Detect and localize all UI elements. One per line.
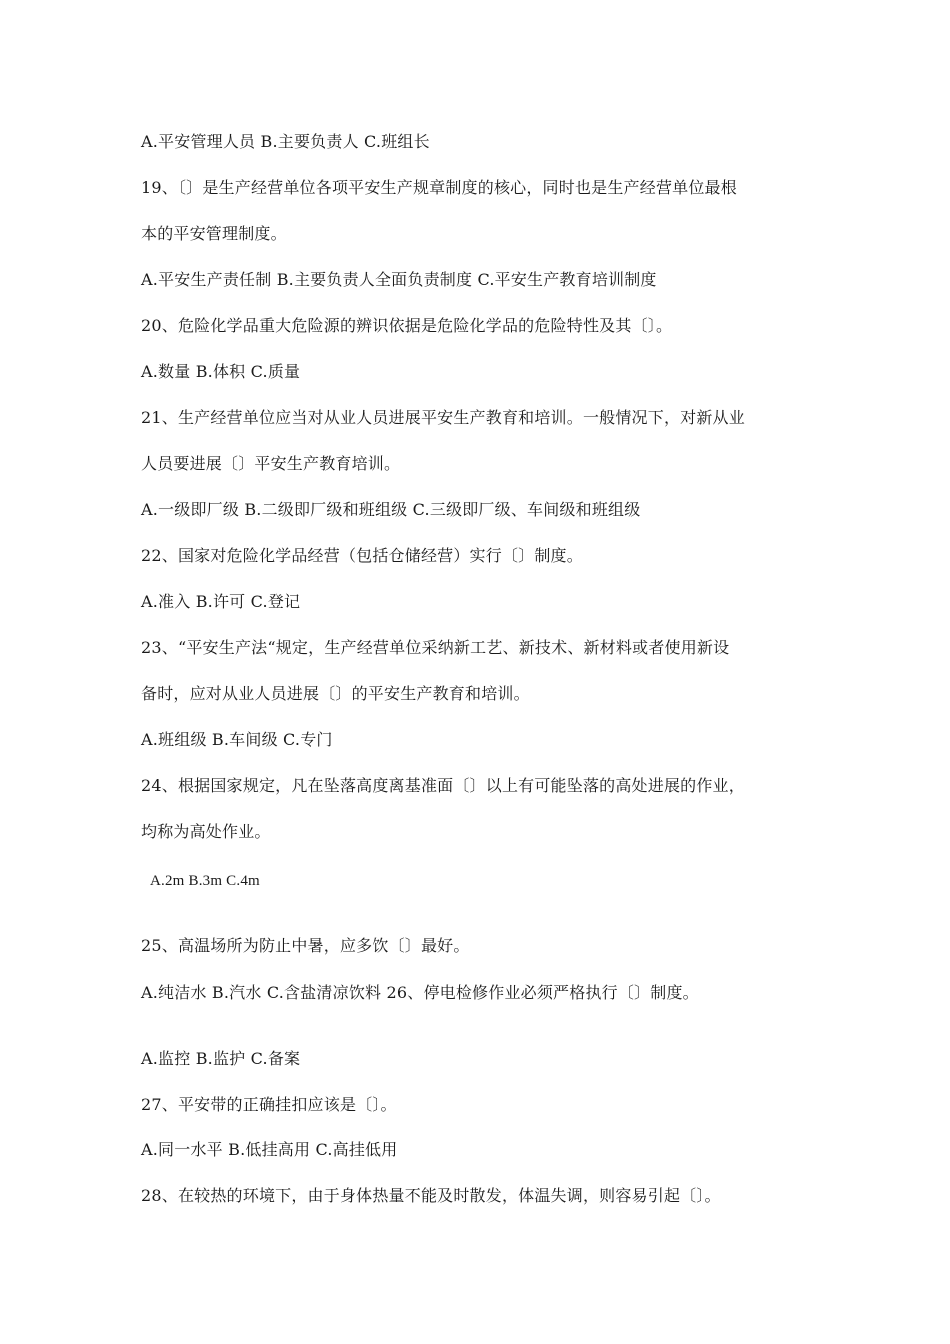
question-23-line-1: 23、“平安生产法“规定，生产经营单位采纳新工艺、新技术、新材料或者使用新设 xyxy=(141,638,730,657)
answer-options-27: A.同一水平 B.低挂高用 C.高挂低用 xyxy=(141,1140,398,1159)
question-20: 20、危险化学品重大危险源的辨识依据是危险化学品的危险特性及其〔〕。 xyxy=(141,316,673,335)
answer-options-23: A.班组级 B.车间级 C.专门 xyxy=(141,730,333,749)
question-21-line-2: 人员要进展〔〕平安生产教育培训。 xyxy=(141,454,401,473)
question-22: 22、国家对危险化学品经营（包括仓储经营）实行〔〕制度。 xyxy=(141,546,583,565)
question-21-line-1: 21、生产经营单位应当对从业人员进展平安生产教育和培训。一般情况下，对新从业 xyxy=(141,408,745,427)
question-27: 27、平安带的正确挂扣应该是〔〕。 xyxy=(141,1095,397,1114)
answer-options-26: A.监控 B.监护 C.备案 xyxy=(141,1049,301,1068)
question-23-line-2: 备时，应对从业人员进展〔〕的平安生产教育和培训。 xyxy=(141,684,530,703)
question-19-line-1: 19、〔〕是生产经营单位各项平安生产规章制度的核心，同时也是生产经营单位最根 xyxy=(141,178,737,197)
answer-options-18: A.平安管理人员 B.主要负责人 C.班组长 xyxy=(141,132,430,151)
answer-options-24: A.2m B.3m C.4m xyxy=(150,873,260,889)
question-25: 25、高温场所为防止中暑，应多饮〔〕最好。 xyxy=(141,936,470,955)
answer-options-22: A.准入 B.许可 C.登记 xyxy=(141,592,301,611)
question-28: 28、在较热的环境下，由于身体热量不能及时散发，体温失调，则容易引起〔〕。 xyxy=(141,1186,721,1205)
question-24-line-1: 24、根据国家规定，凡在坠落高度离基准面〔〕以上有可能坠落的高处进展的作业， xyxy=(141,776,745,795)
answer-options-20: A.数量 B.体积 C.质量 xyxy=(141,362,301,381)
question-24-line-2: 均称为高处作业。 xyxy=(141,822,271,841)
question-19-line-2: 本的平安管理制度。 xyxy=(141,224,287,243)
answer-options-19: A.平安生产责任制 B.主要负责人全面负责制度 C.平安生产教育培训制度 xyxy=(141,270,657,289)
answer-options-25-and-question-26: A.纯洁水 B.汽水 C.含盐清凉饮料 26、停电检修作业必须严格执行〔〕制度。 xyxy=(141,983,699,1002)
answer-options-21: A.一级即厂级 B.二级即厂级和班组级 C.三级即厂级、车间级和班组级 xyxy=(141,500,641,519)
